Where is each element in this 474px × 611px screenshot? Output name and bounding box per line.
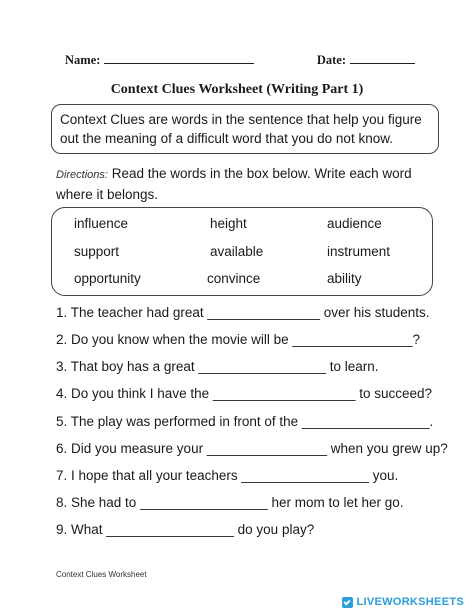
question-7[interactable]: 7. I hope that all your teachers _________________ you. (56, 468, 399, 483)
question-8[interactable]: 8. She had to _________________ her mom to let her go. (56, 495, 404, 510)
brand-name: LIVEWORKSHEETS (356, 596, 464, 608)
directions-text: Read the words in the box below. Write each word where it belongs. (56, 166, 412, 202)
word-bank-item: support (74, 244, 120, 259)
word-bank-item: audience (327, 216, 382, 231)
name-blank-line[interactable] (104, 52, 254, 64)
name-label: Name: (65, 53, 101, 67)
brand-logo[interactable] (342, 596, 465, 608)
name-field[interactable] (65, 52, 254, 68)
word-bank-box (51, 207, 433, 296)
word-bank-item: height (210, 216, 247, 231)
header-row (65, 52, 415, 68)
directions (56, 164, 441, 204)
question-9[interactable]: 9. What _________________ do you play? (56, 522, 315, 537)
date-blank-line[interactable] (350, 52, 415, 64)
check-icon (342, 597, 353, 608)
directions-label: Directions: (56, 169, 108, 181)
question-4[interactable]: 4. Do you think I have the ___________________ to succeed? (56, 386, 433, 401)
question-6[interactable]: 6. Did you measure your ________________ when you grew up? (56, 441, 448, 456)
word-bank-item: influence (74, 216, 129, 231)
word-bank-item: opportunity (74, 271, 141, 286)
word-bank-item: available (210, 244, 264, 259)
word-bank-item: convince (207, 271, 261, 286)
question-2[interactable]: 2. Do you know when the movie will be ________________? (56, 332, 421, 347)
date-label: Date: (316, 53, 346, 67)
definition-text: Context Clues are words in the sentence that help you figure out the meaning of a difficult word that you do not know. (60, 112, 422, 146)
word-bank-item: instrument (327, 244, 391, 259)
question-1[interactable]: 1. The teacher had great _______________ over his students. (56, 305, 430, 320)
date-field[interactable] (317, 52, 415, 68)
question-3[interactable]: 3. That boy has a great _________________ to learn. (56, 359, 379, 374)
worksheet-title: Context Clues Worksheet (Writing Part 1) (110, 82, 364, 97)
brand-bar (0, 594, 474, 611)
definition-box (51, 104, 439, 154)
word-bank-item: ability (327, 271, 362, 286)
footer-text: Context Clues Worksheet (56, 570, 147, 579)
question-5[interactable]: 5. The play was performed in front of the _________________. (56, 414, 434, 429)
